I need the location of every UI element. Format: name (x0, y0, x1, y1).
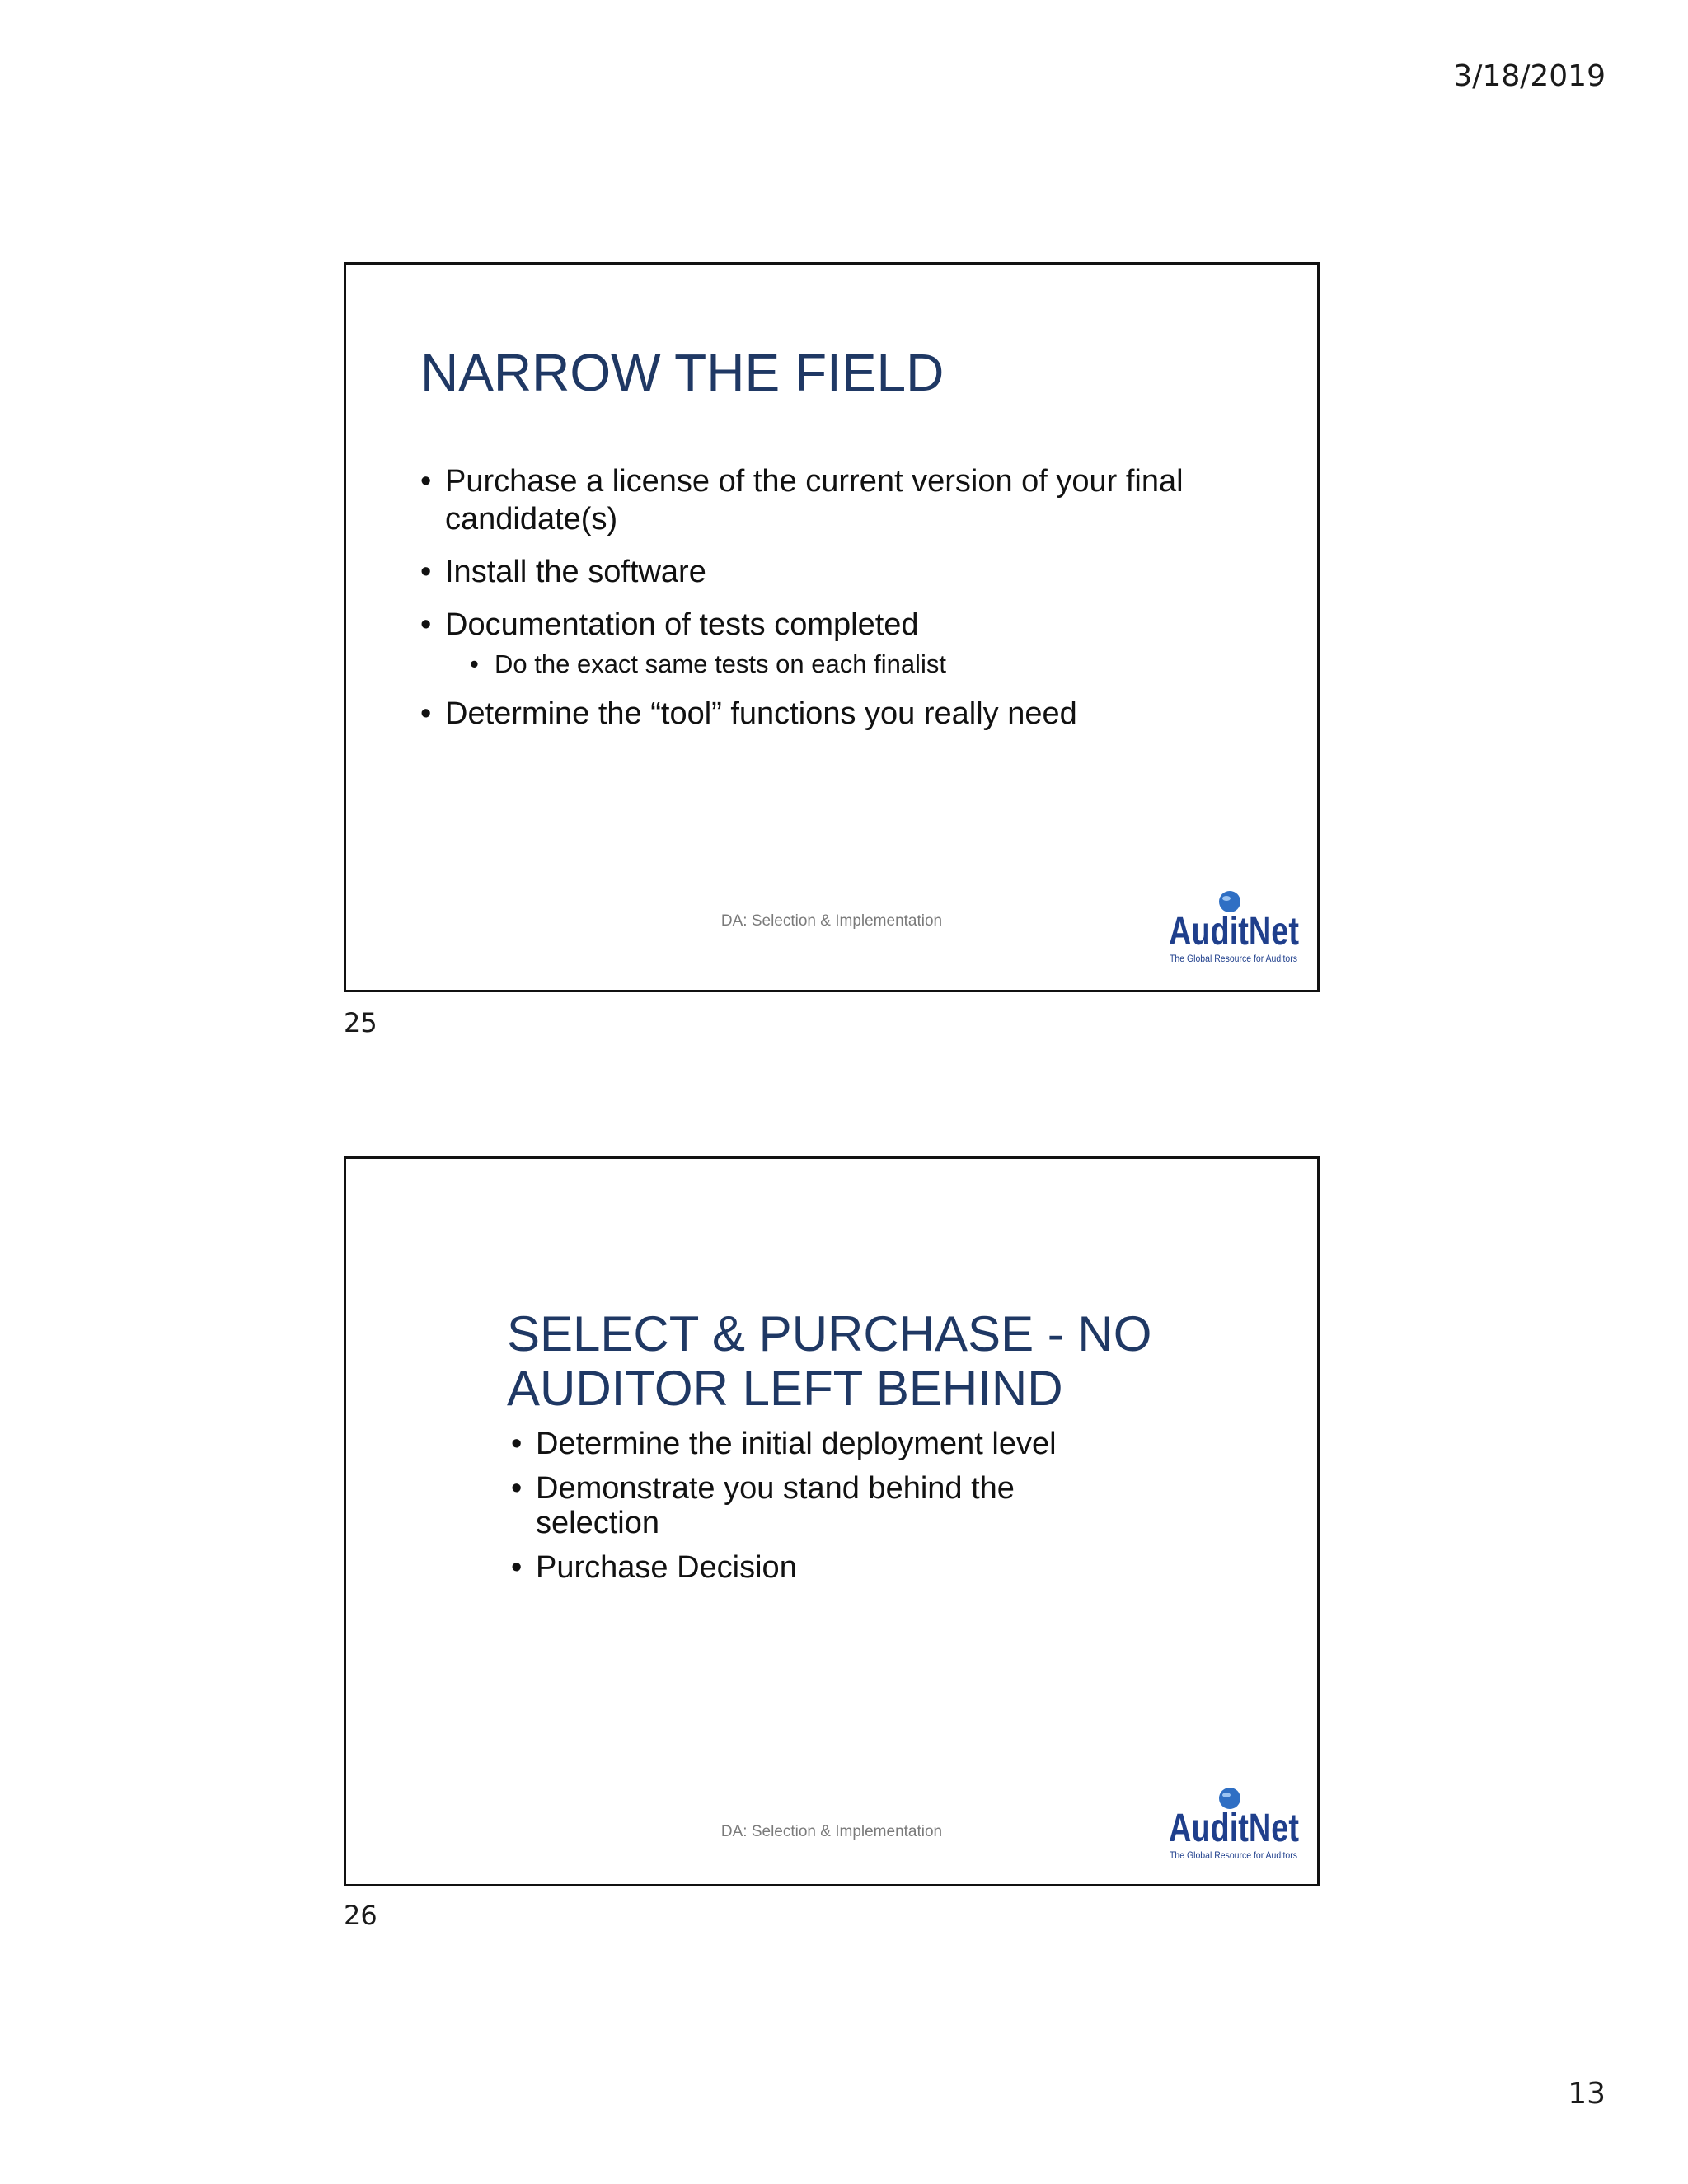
logo-wordmark: AuditNet (1169, 910, 1300, 954)
page-number: 13 (1568, 2077, 1606, 2111)
bullet-item: • Install the software (420, 553, 1245, 591)
bullet-item: • Purchase Decision (511, 1550, 1104, 1585)
bullet-item: • Demonstrate you stand behind the selection (511, 1471, 1063, 1540)
slide-number: 26 (344, 1900, 377, 1931)
logo-tagline: The Global Resource for Auditors (1170, 953, 1297, 964)
sub-bullet-item: • Do the exact same tests on each finalist (470, 649, 1245, 680)
slide-title-line: AUDITOR LEFT BEHIND (507, 1361, 1063, 1416)
bullet-item: • Determine the “tool” functions you really need (420, 695, 1245, 733)
bullet-list (511, 1427, 1104, 1600)
slide-footer-text: DA: Selection & Implementation (720, 912, 943, 930)
auditnet-logo (1167, 1785, 1307, 1868)
logo-wordmark: AuditNet (1169, 1807, 1300, 1850)
slide-title-line: SELECT & PURCHASE - NO (507, 1306, 1152, 1361)
bullet-item: • Purchase a license of the current version of your final candidate(s) (420, 462, 1212, 538)
slide-footer-text: DA: Selection & Implementation (720, 1823, 943, 1840)
slide-title: NARROW THE FIELD (420, 343, 945, 402)
logo-tagline: The Global Resource for Auditors (1170, 1849, 1297, 1861)
bullet-list (420, 462, 1245, 748)
slide-title (507, 1307, 1151, 1416)
page-date: 3/18/2019 (1453, 59, 1606, 93)
slide-25 (344, 262, 1320, 992)
bullet-item: • Documentation of tests completed (420, 606, 1245, 644)
auditnet-logo (1167, 888, 1307, 971)
bullet-item: • Determine the initial deployment level (511, 1427, 1104, 1461)
slide-26 (344, 1156, 1320, 1886)
slide-number: 25 (344, 1007, 377, 1038)
